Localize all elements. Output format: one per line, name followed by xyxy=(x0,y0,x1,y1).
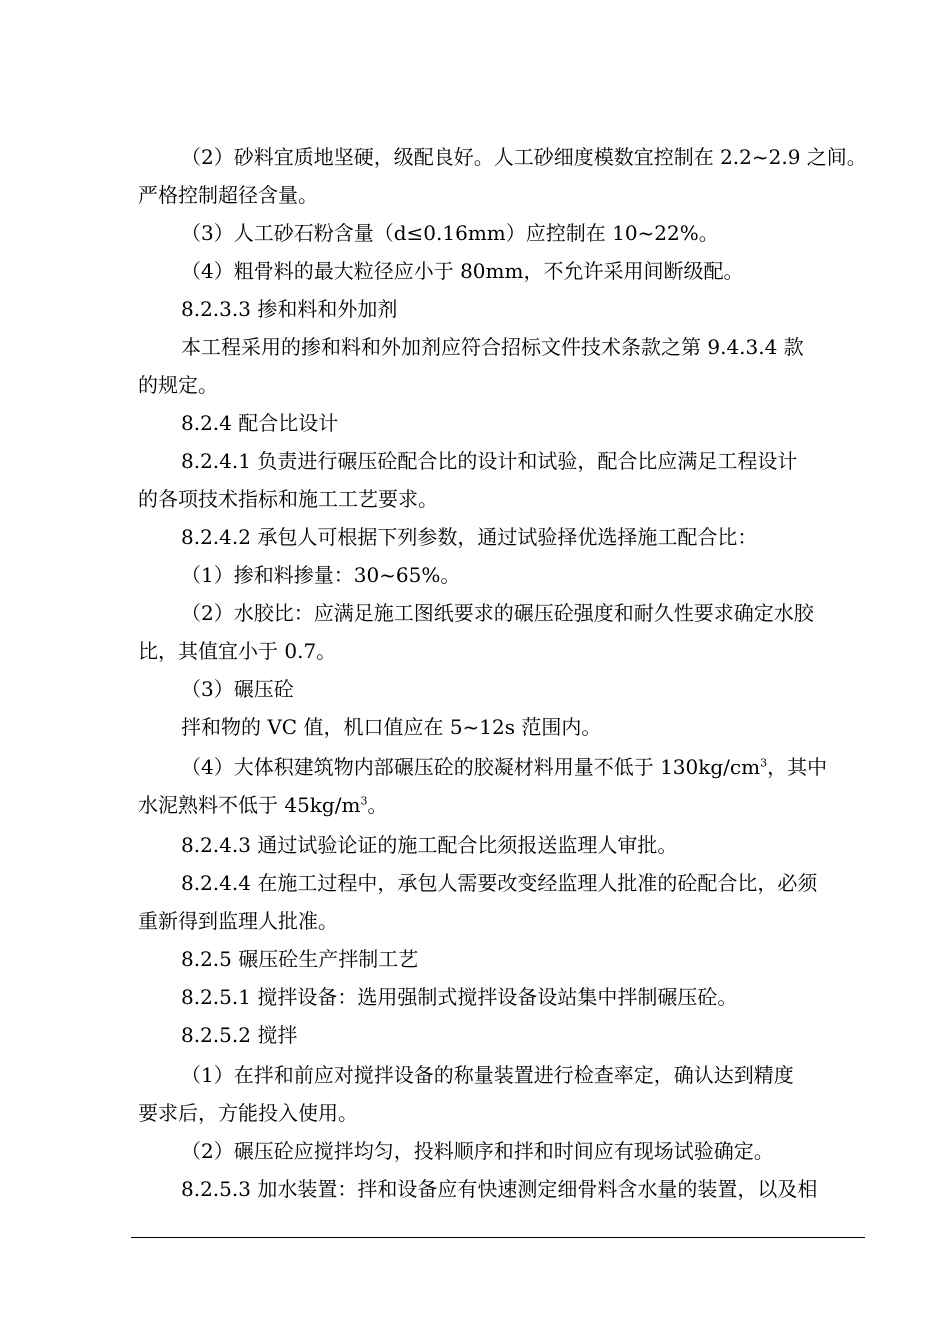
superscript: 3 xyxy=(760,756,768,770)
text-line: （1）在拌和前应对搅拌设备的称量装置进行检查率定，确认达到精度 xyxy=(181,1063,794,1087)
text-segment: （4）大体积建筑物内部碾压砼的胶凝材料用量不低于 130kg/cm xyxy=(181,755,761,779)
text-line: 重新得到监理人批准。 xyxy=(138,909,338,933)
text-line: （2）水胶比：应满足施工图纸要求的碾压砼强度和耐久性要求确定水胶 xyxy=(181,601,814,625)
text-line: 8.2.4.4 在施工过程中，承包人需要改变经监理人批准的砼配合比，必须 xyxy=(181,871,818,895)
superscript: 3 xyxy=(360,794,368,808)
text-line: 的规定。 xyxy=(138,373,218,397)
text-line: 的各项技术指标和施工工艺要求。 xyxy=(138,487,438,511)
text-line: 8.2.4.2 承包人可根据下列参数，通过试验择优选择施工配合比： xyxy=(181,525,758,549)
text-line xyxy=(138,748,917,786)
text-line: 8.2.4.3 通过试验论证的施工配合比须报送监理人审批。 xyxy=(181,833,678,857)
text-line: 本工程采用的掺和料和外加剂应符合招标文件技术条款之第 9.4.3.4 款 xyxy=(181,335,804,359)
footer-divider xyxy=(131,1237,865,1238)
text-line: 拌和物的 VC 值，机口值应在 5~12s 范围内。 xyxy=(181,715,602,739)
text-line: （3）人工砂石粉含量（d≤0.16mm）应控制在 10~22%。 xyxy=(181,221,719,245)
text-line: （4）粗骨料的最大粒径应小于 80mm，不允许采用间断级配。 xyxy=(181,259,744,283)
text-segment: 水泥熟料不低于 45kg/m xyxy=(138,793,361,817)
section-heading: 8.2.5 碾压砼生产拌制工艺 xyxy=(181,947,419,971)
text-line: 要求后，方能投入使用。 xyxy=(138,1101,358,1125)
text-segment: 。 xyxy=(367,793,388,817)
text-line: 8.2.4.1 负责进行碾压砼配合比的设计和试验，配合比应满足工程设计 xyxy=(181,449,798,473)
text-line: 8.2.5.3 加水装置：拌和设备应有快速测定细骨料含水量的装置，以及相 xyxy=(181,1177,818,1201)
text-line: 8.2.5.1 搅拌设备：选用强制式搅拌设备设站集中拌制碾压砼。 xyxy=(181,985,738,1009)
text-line: （2）砂料宜质地坚硬，级配良好。人工砂细度模数宜控制在 2.2~2.9 之间。 xyxy=(181,145,867,169)
text-line: （2）碾压砼应搅拌均匀，投料顺序和拌和时间应有现场试验确定。 xyxy=(181,1139,774,1163)
text-line xyxy=(138,786,874,824)
section-heading: 8.2.5.2 搅拌 xyxy=(181,1023,298,1047)
text-segment: ，其中 xyxy=(767,755,828,779)
text-line: （1）掺和料掺量：30~65%。 xyxy=(181,563,461,587)
text-line: （3）碾压砼 xyxy=(181,677,294,701)
text-line: 严格控制超径含量。 xyxy=(138,183,318,207)
section-heading: 8.2.4 配合比设计 xyxy=(181,411,339,435)
section-heading: 8.2.3.3 掺和料和外加剂 xyxy=(181,297,398,321)
text-line: 比，其值宜小于 0.7。 xyxy=(138,639,337,663)
